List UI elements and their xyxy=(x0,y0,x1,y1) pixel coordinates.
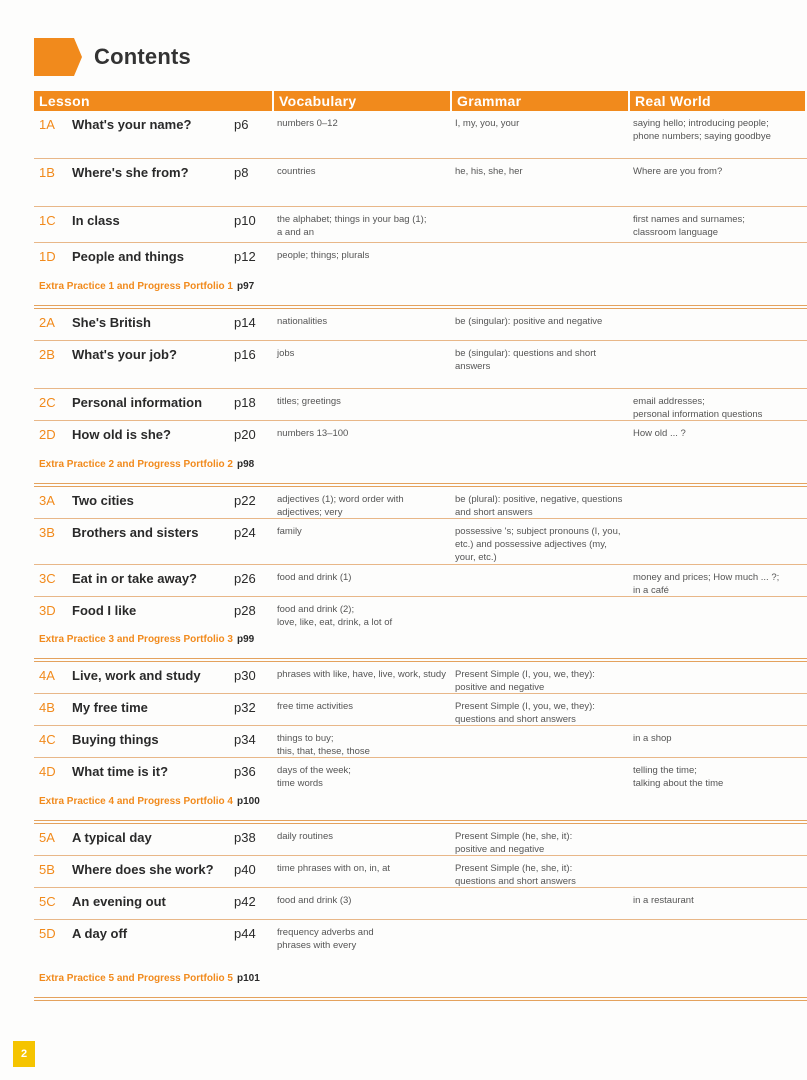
extra-practice-page: p101 xyxy=(236,973,260,984)
vocabulary-cell xyxy=(277,347,447,360)
grammar-cell xyxy=(455,493,627,519)
grammar-cell xyxy=(455,117,627,130)
lesson-title: People and things xyxy=(72,249,184,264)
lesson-row[interactable] xyxy=(34,597,807,627)
lesson-page: p22 xyxy=(234,493,256,508)
vocabulary-cell xyxy=(277,862,447,875)
vocabulary-cell xyxy=(277,830,447,843)
lesson-code: 2C xyxy=(39,395,56,410)
lesson-page: p28 xyxy=(234,603,256,618)
header-real-world: Real World xyxy=(630,91,805,111)
vocabulary-cell xyxy=(277,315,447,328)
lesson-title: Eat in or take away? xyxy=(72,571,197,586)
lesson-title: What time is it? xyxy=(72,764,169,779)
contents-table xyxy=(34,111,807,991)
lesson-page: p16 xyxy=(234,347,256,362)
vocabulary-cell-line: frequency adverbs and xyxy=(277,927,374,938)
lesson-title: Personal information xyxy=(72,395,203,410)
vocabulary-cell-line: phrases with like, have, live, work, study xyxy=(277,669,446,680)
grammar-cell-line: Present Simple (he, she, it): xyxy=(455,863,573,874)
vocabulary-cell xyxy=(277,926,447,952)
vocabulary-cell xyxy=(277,427,447,440)
vocabulary-cell xyxy=(277,732,447,758)
extra-practice-label xyxy=(39,634,254,645)
extra-practice-page: p99 xyxy=(236,634,255,645)
extra-practice-row[interactable] xyxy=(34,966,807,1001)
header-vocabulary: Vocabulary xyxy=(274,91,450,111)
vocabulary-cell-line: adjectives; very xyxy=(277,507,343,518)
vocabulary-cell-line: a and an xyxy=(277,227,314,238)
lesson-code: 4A xyxy=(39,668,55,683)
lesson-code: 4D xyxy=(39,764,56,779)
lesson-row[interactable] xyxy=(34,824,807,856)
real-world-cell xyxy=(633,732,805,745)
lesson-title: What's your name? xyxy=(72,117,192,132)
real-world-cell-line: personal information questions xyxy=(633,409,763,420)
real-world-cell-line: telling the time; xyxy=(633,765,697,776)
extra-practice-text: Extra Practice 5 and Progress Portfolio 5 xyxy=(39,973,233,984)
lesson-title: What's your job? xyxy=(72,347,177,362)
unit-rule-top xyxy=(34,658,807,659)
extra-practice-label xyxy=(39,796,260,807)
grammar-cell xyxy=(455,862,627,888)
lesson-row[interactable] xyxy=(34,111,807,159)
vocabulary-cell xyxy=(277,668,447,681)
vocabulary-cell xyxy=(277,700,447,713)
grammar-cell-line: I, my, you, your xyxy=(455,118,520,129)
vocabulary-cell-line: the alphabet; things in your bag (1); xyxy=(277,214,427,225)
lesson-code: 2A xyxy=(39,315,55,330)
vocabulary-cell-line: days of the week; xyxy=(277,765,351,776)
lesson-code: 4C xyxy=(39,732,56,747)
extra-practice-page: p100 xyxy=(236,796,260,807)
lesson-page: p12 xyxy=(234,249,256,264)
lesson-page: p26 xyxy=(234,571,256,586)
real-world-cell-line: How old ... ? xyxy=(633,428,686,439)
lesson-row[interactable] xyxy=(34,694,807,726)
vocabulary-cell xyxy=(277,603,447,629)
vocabulary-cell-line: numbers 0–12 xyxy=(277,118,338,129)
lesson-title: In class xyxy=(72,213,120,228)
vocabulary-cell-line: food and drink (2); xyxy=(277,604,355,615)
lesson-row[interactable] xyxy=(34,389,807,421)
header-grammar: Grammar xyxy=(452,91,628,111)
vocabulary-cell-line: this, that, these, those xyxy=(277,746,370,757)
lesson-page: p8 xyxy=(234,165,249,180)
lesson-page: p10 xyxy=(234,213,256,228)
real-world-cell-line: money and prices; How much ... ?; xyxy=(633,572,780,583)
lesson-code: 2B xyxy=(39,347,55,362)
lesson-title: How old is she? xyxy=(72,427,171,442)
grammar-cell-line: Present Simple (I, you, we, they): xyxy=(455,669,595,680)
vocabulary-cell-line: free time activities xyxy=(277,701,354,712)
vocabulary-cell-line: countries xyxy=(277,166,316,177)
real-world-cell-line: classroom language xyxy=(633,227,719,238)
vocabulary-cell-line: jobs xyxy=(277,348,295,359)
extra-practice-page: p98 xyxy=(236,459,255,470)
grammar-cell-line: be (plural): positive, negative, questions xyxy=(455,494,623,505)
vocabulary-cell-line: nationalities xyxy=(277,316,328,327)
vocabulary-cell-line: food and drink (3) xyxy=(277,895,352,906)
lesson-code: 1C xyxy=(39,213,56,228)
extra-practice-row[interactable] xyxy=(34,627,807,662)
unit-rule-top xyxy=(34,820,807,821)
real-world-cell xyxy=(633,571,805,597)
extra-practice-page: p97 xyxy=(236,281,255,292)
lesson-title: Where does she work? xyxy=(72,862,214,877)
vocabulary-cell xyxy=(277,213,447,239)
lesson-page: p14 xyxy=(234,315,256,330)
lesson-title: Two cities xyxy=(72,493,134,508)
lesson-code: 1B xyxy=(39,165,55,180)
lesson-title: Where's she from? xyxy=(72,165,189,180)
real-world-cell-line: Where are you from? xyxy=(633,166,723,177)
grammar-cell-line: Present Simple (I, you, we, they): xyxy=(455,701,595,712)
lesson-page: p36 xyxy=(234,764,256,779)
grammar-cell-line: possessive 's; subject pronouns (I, you, xyxy=(455,526,621,537)
real-world-cell xyxy=(633,395,805,421)
lesson-row[interactable] xyxy=(34,856,807,888)
lesson-code: 3C xyxy=(39,571,56,586)
lesson-page: p32 xyxy=(234,700,256,715)
grammar-cell xyxy=(455,830,627,856)
grammar-cell-line: Present Simple (he, she, it): xyxy=(455,831,573,842)
vocabulary-cell-line: titles; greetings xyxy=(277,396,341,407)
header-lesson: Lesson xyxy=(34,91,272,111)
lesson-title: My free time xyxy=(72,700,148,715)
real-world-cell-line: in a restaurant xyxy=(633,895,694,906)
real-world-cell-line: phone numbers; saying goodbye xyxy=(633,131,771,142)
vocabulary-cell-line: time words xyxy=(277,778,323,789)
lesson-row[interactable] xyxy=(34,758,807,789)
grammar-cell-line: and short answers xyxy=(455,507,533,518)
lesson-title: A typical day xyxy=(72,830,152,845)
vocabulary-cell xyxy=(277,249,447,262)
grammar-cell xyxy=(455,525,627,564)
lesson-row[interactable] xyxy=(34,662,807,694)
lesson-page: p44 xyxy=(234,926,256,941)
lesson-code: 3A xyxy=(39,493,55,508)
vocabulary-cell xyxy=(277,117,447,130)
grammar-cell-line: etc.) and possessive adjectives (my, xyxy=(455,539,607,550)
unit-rule-top xyxy=(34,997,807,998)
lesson-row[interactable] xyxy=(34,159,807,207)
vocabulary-cell-line: people; things; plurals xyxy=(277,250,370,261)
contents-flag-icon xyxy=(34,38,82,76)
lesson-title: Live, work and study xyxy=(72,668,201,683)
extra-practice-row[interactable] xyxy=(34,789,807,824)
grammar-cell xyxy=(455,347,627,373)
lesson-title: She's British xyxy=(72,315,151,330)
lesson-code: 5D xyxy=(39,926,56,941)
lesson-code: 5B xyxy=(39,862,55,877)
real-world-cell-line: saying hello; introducing people; xyxy=(633,118,769,129)
extra-practice-row[interactable] xyxy=(34,452,807,487)
real-world-cell-line: first names and surnames; xyxy=(633,214,745,225)
lesson-page: p38 xyxy=(234,830,256,845)
lesson-title: Food I like xyxy=(72,603,137,618)
lesson-row[interactable] xyxy=(34,309,807,341)
grammar-cell xyxy=(455,668,627,694)
extra-practice-label xyxy=(39,973,260,984)
lesson-page: p42 xyxy=(234,894,256,909)
extra-practice-text: Extra Practice 1 and Progress Portfolio 1 xyxy=(39,281,233,292)
vocabulary-cell xyxy=(277,493,447,519)
grammar-cell xyxy=(455,165,627,178)
vocabulary-cell xyxy=(277,165,447,178)
vocabulary-cell-line: food and drink (1) xyxy=(277,572,352,583)
page-title: Contents xyxy=(94,44,191,69)
unit-rule-top xyxy=(34,305,807,306)
lesson-page: p30 xyxy=(234,668,256,683)
real-world-cell xyxy=(633,894,805,907)
grammar-cell-line: positive and negative xyxy=(455,844,545,855)
lesson-code: 1A xyxy=(39,117,55,132)
real-world-cell-line: email addresses; xyxy=(633,396,705,407)
vocabulary-cell xyxy=(277,525,447,538)
page-number: 2 xyxy=(13,1041,35,1067)
lesson-page: p6 xyxy=(234,117,249,132)
grammar-cell xyxy=(455,700,627,726)
vocabulary-cell xyxy=(277,571,447,584)
lesson-row[interactable] xyxy=(34,920,807,966)
lesson-code: 4B xyxy=(39,700,55,715)
vocabulary-cell-line: love, like, eat, drink, a lot of xyxy=(277,617,393,628)
vocabulary-cell-line: numbers 13–100 xyxy=(277,428,349,439)
lesson-row[interactable] xyxy=(34,421,807,452)
real-world-cell xyxy=(633,117,805,143)
lesson-code: 3B xyxy=(39,525,55,540)
real-world-cell-line: talking about the time xyxy=(633,778,724,789)
extra-practice-label xyxy=(39,459,254,470)
extra-practice-text: Extra Practice 3 and Progress Portfolio 3 xyxy=(39,634,233,645)
vocabulary-cell xyxy=(277,894,447,907)
real-world-cell xyxy=(633,764,805,790)
vocabulary-cell-line: things to buy; xyxy=(277,733,334,744)
lesson-row[interactable] xyxy=(34,487,807,519)
lesson-page: p20 xyxy=(234,427,256,442)
grammar-cell-line: be (singular): positive and negative xyxy=(455,316,603,327)
lesson-row[interactable] xyxy=(34,519,807,565)
vocabulary-cell-line: phrases with every xyxy=(277,940,357,951)
lesson-row[interactable] xyxy=(34,207,807,243)
grammar-cell-line: your, etc.) xyxy=(455,552,497,563)
vocabulary-cell xyxy=(277,395,447,408)
vocabulary-cell xyxy=(277,764,447,790)
extra-practice-text: Extra Practice 4 and Progress Portfolio 4 xyxy=(39,796,233,807)
lesson-code: 5A xyxy=(39,830,55,845)
grammar-cell-line: answers xyxy=(455,361,491,372)
vocabulary-cell-line: family xyxy=(277,526,302,537)
extra-practice-label xyxy=(39,281,254,292)
real-world-cell xyxy=(633,165,805,178)
vocabulary-cell-line: daily routines xyxy=(277,831,333,842)
lesson-page: p24 xyxy=(234,525,256,540)
lesson-row[interactable] xyxy=(34,565,807,597)
lesson-row[interactable] xyxy=(34,726,807,758)
grammar-cell-line: be (singular): questions and short xyxy=(455,348,596,359)
lesson-page: p40 xyxy=(234,862,256,877)
lesson-title: Buying things xyxy=(72,732,159,747)
lesson-row[interactable] xyxy=(34,243,807,274)
unit-rule-bottom xyxy=(34,1000,807,1001)
lesson-code: 3D xyxy=(39,603,56,618)
lesson-row[interactable] xyxy=(34,341,807,389)
lesson-page: p18 xyxy=(234,395,256,410)
real-world-cell-line: in a shop xyxy=(633,733,672,744)
table-header xyxy=(34,91,807,111)
lesson-title: An evening out xyxy=(72,894,166,909)
lesson-row[interactable] xyxy=(34,888,807,920)
vocabulary-cell-line: adjectives (1); word order with xyxy=(277,494,404,505)
real-world-cell xyxy=(633,427,805,440)
real-world-cell-line: in a café xyxy=(633,585,669,596)
lesson-code: 2D xyxy=(39,427,56,442)
grammar-cell-line: positive and negative xyxy=(455,682,545,693)
extra-practice-text: Extra Practice 2 and Progress Portfolio 2 xyxy=(39,459,233,470)
grammar-cell xyxy=(455,315,627,328)
real-world-cell xyxy=(633,213,805,239)
lesson-page: p34 xyxy=(234,732,256,747)
lesson-code: 1D xyxy=(39,249,56,264)
lesson-title: Brothers and sisters xyxy=(72,525,199,540)
grammar-cell-line: questions and short answers xyxy=(455,714,576,725)
vocabulary-cell-line: time phrases with on, in, at xyxy=(277,863,390,874)
lesson-code: 5C xyxy=(39,894,56,909)
grammar-cell-line: he, his, she, her xyxy=(455,166,523,177)
extra-practice-row[interactable] xyxy=(34,274,807,309)
unit-rule-top xyxy=(34,483,807,484)
grammar-cell-line: questions and short answers xyxy=(455,876,576,887)
lesson-title: A day off xyxy=(72,926,128,941)
